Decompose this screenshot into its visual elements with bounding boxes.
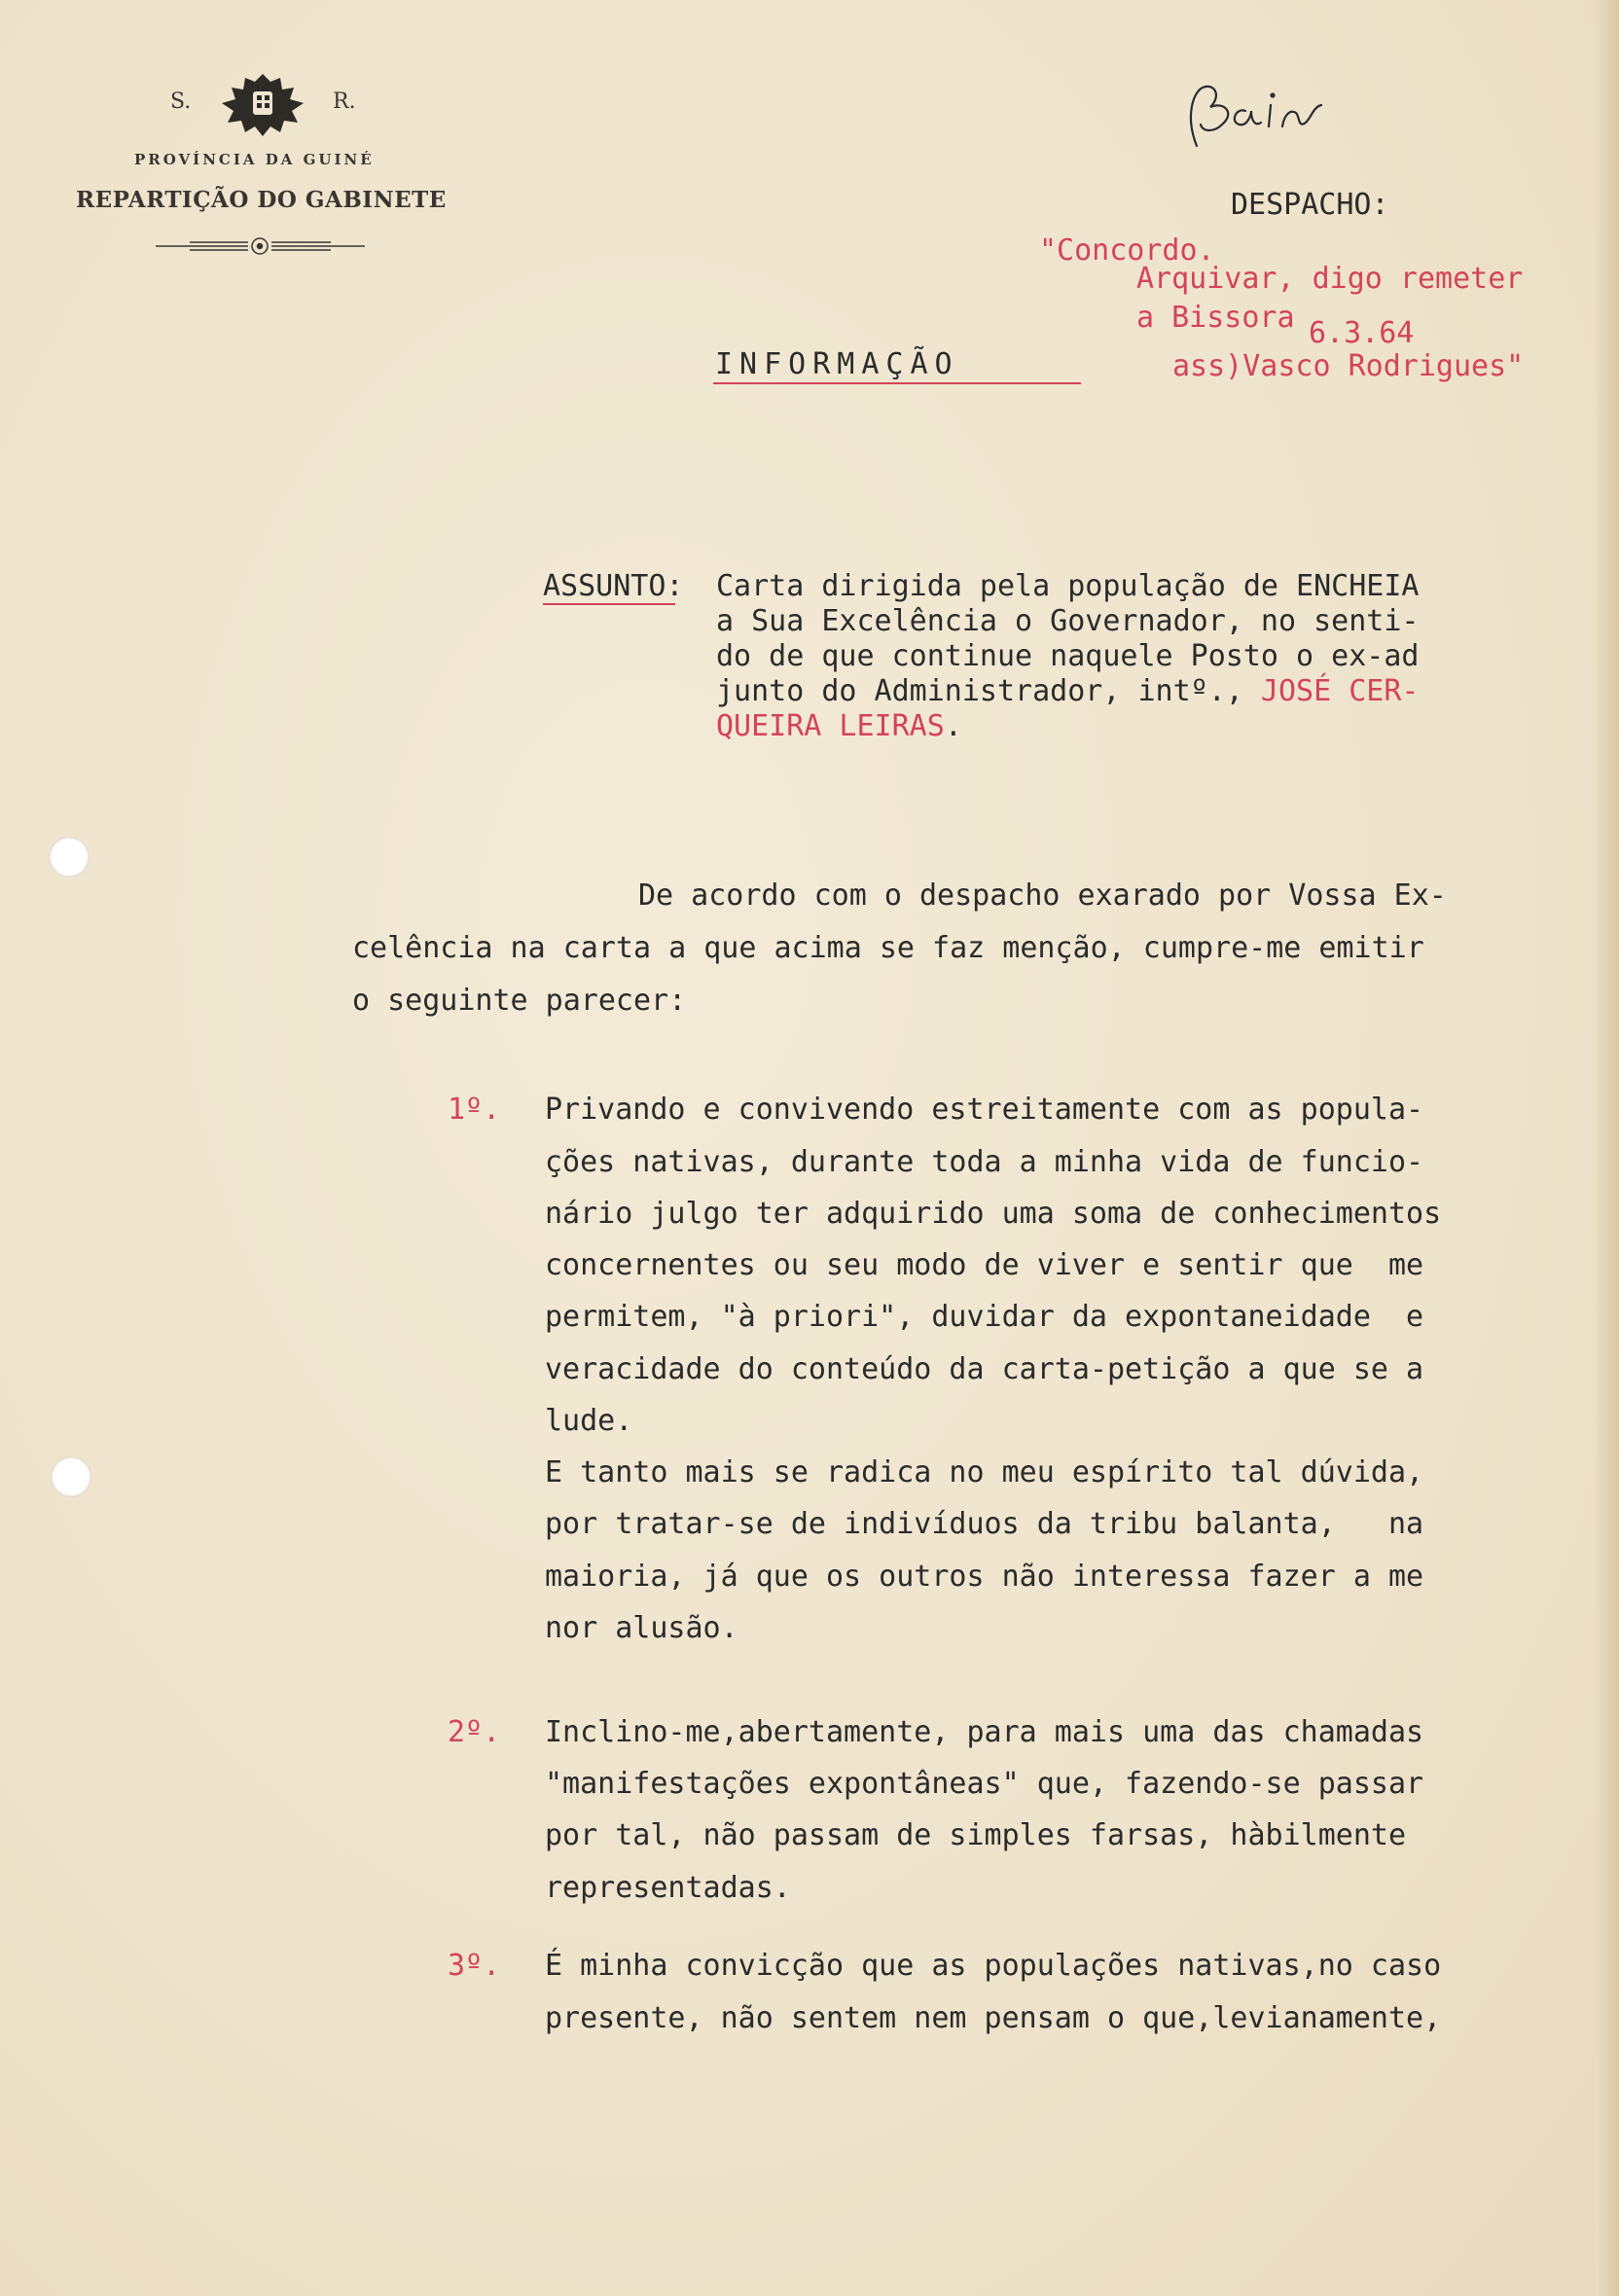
intro-line: o seguinte parecer: [352,984,687,1018]
letterhead-s: S. [170,90,192,114]
paper-edge [1596,0,1619,2296]
point-line: Privando e convivendo estreitamente com as popula- [545,1093,1424,1127]
despacho-line: Arquivar, digo remeter [1136,262,1524,296]
point-line: É minha convicção que as populações nativas,no caso [545,1949,1442,1983]
point-line: permitem, "à priori", duvidar da expontaneidade e [545,1300,1424,1334]
point-line: concernentes ou seu modo de viver e sentir que me [545,1248,1424,1282]
intro-line: De acordo com o despacho exarado por Vossa Ex- [638,879,1447,913]
subject-line: a Sua Excelência o Governador, no senti- [716,604,1420,638]
punch-hole [49,837,90,878]
point-line: maioria, já que os outros não interessa fazer a me [545,1560,1424,1594]
letterhead-r: R. [333,90,356,114]
title-underline [713,382,1081,384]
point-line: nário julgo ter adquirido uma soma de conhecimentos [545,1197,1442,1231]
point-number: 3º. [448,1949,501,1983]
point-line: nor alusão. [545,1611,738,1645]
point-line: "manifestações expontâneas" que, fazendo-se passar [545,1767,1424,1801]
point-number: 1º. [448,1093,501,1127]
punch-hole [51,1456,91,1497]
point-line: Inclino-me,abertamente, para mais uma das chamadas [545,1715,1424,1749]
subject-line: Carta dirigida pela população de ENCHEIA [716,569,1420,603]
point-line: por tratar-se de indivíduos da tribu balanta, na [545,1507,1424,1541]
subject-label: ASSUNTO: [543,569,684,603]
point-number: 2º. [448,1715,501,1749]
point-line: lude. [545,1404,633,1438]
subject-label-underline [543,603,675,605]
despacho-line: a Bissora [1136,301,1295,335]
despacho-date: 6.3.64 [1309,316,1415,350]
ornament-divider [156,233,365,259]
despacho-line: "Concordo. [1039,233,1215,268]
point-line: representadas. [545,1871,791,1905]
intro-line: celência na carta a que acima se faz menção, cumpre-me emitir [352,931,1424,965]
office-name: REPARTIÇÃO DO GABINETE [76,187,447,213]
point-line: E tanto mais se radica no meu espírito tal dúvida, [545,1455,1424,1489]
subject-line-end: . [944,709,962,743]
subject-line-text: junto do Administrador, intº., [716,674,1261,708]
point-line: veracidade do conteúdo da carta-petição a que se a [545,1352,1424,1386]
coat-of-arms-icon [216,70,309,138]
point-line: ções nativas, durante toda a minha vida de funcio- [545,1145,1424,1179]
subject-person-name: QUEIRA LEIRAS [716,709,945,743]
despacho-line: ass)Vasco Rodrigues" [1172,349,1525,383]
subject-line [716,709,962,743]
point-line: por tal, não passam de simples farsas, hàbilmente [545,1818,1407,1852]
subject-line: do de que continue naquele Posto o ex-ad [716,639,1420,673]
subject-person-name: JOSÉ CER- [1260,674,1420,708]
province-name: PROVÍNCIA DA GUINÉ [134,151,375,168]
document-title: INFORMAÇÃO [715,347,959,381]
despacho-label: DESPACHO: [1231,188,1389,222]
point-line: presente, não sentem nem pensam o que,levianamente, [545,2001,1442,2035]
subject-line [716,674,1420,708]
handwritten-signature [1175,78,1360,156]
